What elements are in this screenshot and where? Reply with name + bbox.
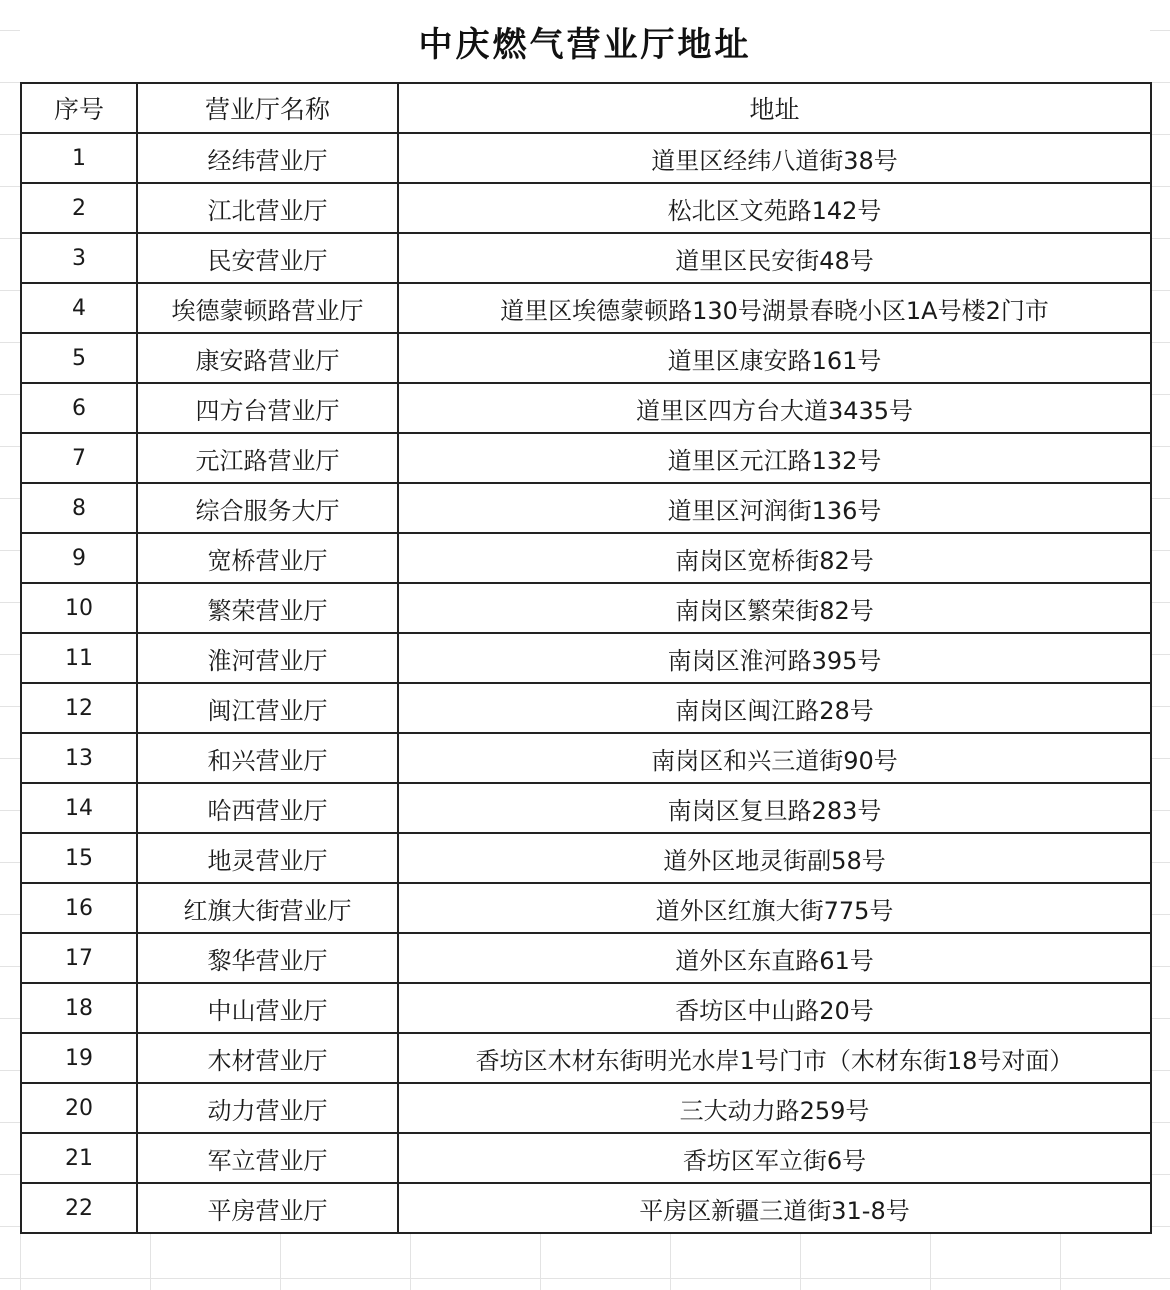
cell-no[interactable]: 16 [21,883,137,933]
table-row [21,983,1151,1033]
table-row [21,783,1151,833]
cell-no[interactable]: 20 [21,1083,137,1133]
cell-address[interactable]: 道外区红旗大街775号 [398,883,1151,933]
cell-no[interactable]: 5 [21,333,137,383]
cell-no[interactable]: 18 [21,983,137,1033]
cell-name[interactable]: 民安营业厅 [137,233,398,283]
cell-address[interactable]: 南岗区繁荣街82号 [398,583,1151,633]
cell-name[interactable]: 埃德蒙顿路营业厅 [137,283,398,333]
table-row [21,1183,1151,1233]
header-name[interactable]: 营业厅名称 [137,83,398,133]
table-body [21,133,1151,1233]
cell-no[interactable]: 8 [21,483,137,533]
cell-name[interactable]: 和兴营业厅 [137,733,398,783]
cell-name[interactable]: 中山营业厅 [137,983,398,1033]
page-title: 中庆燃气营业厅地址 [418,24,752,65]
cell-name[interactable]: 闽江营业厅 [137,683,398,733]
cell-no[interactable]: 2 [21,183,137,233]
table-row [21,383,1151,433]
cell-address[interactable]: 道里区康安路161号 [398,333,1151,383]
cell-no[interactable]: 6 [21,383,137,433]
cell-no[interactable]: 14 [21,783,137,833]
cell-name[interactable]: 四方台营业厅 [137,383,398,433]
table-row [21,333,1151,383]
cell-address[interactable]: 平房区新疆三道街31-8号 [398,1183,1151,1233]
cell-name[interactable]: 淮河营业厅 [137,633,398,683]
cell-name[interactable]: 宽桥营业厅 [137,533,398,583]
cell-name[interactable]: 军立营业厅 [137,1133,398,1183]
header-row [21,83,1151,133]
table-row [21,933,1151,983]
cell-no[interactable]: 21 [21,1133,137,1183]
table-row [21,883,1151,933]
cell-name[interactable]: 经纬营业厅 [137,133,398,183]
table-row [21,733,1151,783]
table-row [21,1083,1151,1133]
cell-name[interactable]: 康安路营业厅 [137,333,398,383]
table-row [21,1033,1151,1083]
cell-name[interactable]: 哈西营业厅 [137,783,398,833]
cell-no[interactable]: 3 [21,233,137,283]
header-no[interactable]: 序号 [21,83,137,133]
cell-address[interactable]: 道里区元江路132号 [398,433,1151,483]
cell-address[interactable]: 香坊区木材东街明光水岸1号门市（木材东街18号对面） [398,1033,1151,1083]
cell-address[interactable]: 道外区地灵街副58号 [398,833,1151,883]
table-row [21,133,1151,183]
cell-no[interactable]: 1 [21,133,137,183]
header-address[interactable]: 地址 [398,83,1151,133]
cell-address[interactable]: 南岗区淮河路395号 [398,633,1151,683]
cell-address[interactable]: 道里区民安街48号 [398,233,1151,283]
cell-name[interactable]: 江北营业厅 [137,183,398,233]
cell-no[interactable]: 11 [21,633,137,683]
cell-name[interactable]: 红旗大街营业厅 [137,883,398,933]
cell-no[interactable]: 12 [21,683,137,733]
table-row [21,683,1151,733]
cell-no[interactable]: 17 [21,933,137,983]
table-row [21,183,1151,233]
office-address-table [20,82,1152,1234]
table-row [21,283,1151,333]
table-row [21,633,1151,683]
cell-name[interactable]: 地灵营业厅 [137,833,398,883]
table-row [21,233,1151,283]
cell-address[interactable]: 香坊区军立街6号 [398,1133,1151,1183]
cell-name[interactable]: 黎华营业厅 [137,933,398,983]
cell-address[interactable]: 道里区埃德蒙顿路130号湖景春晓小区1A号楼2门市 [398,283,1151,333]
cell-address[interactable]: 南岗区和兴三道街90号 [398,733,1151,783]
cell-no[interactable]: 22 [21,1183,137,1233]
cell-name[interactable]: 平房营业厅 [137,1183,398,1233]
cell-address[interactable]: 松北区文苑路142号 [398,183,1151,233]
cell-no[interactable]: 10 [21,583,137,633]
cell-address[interactable]: 三大动力路259号 [398,1083,1151,1133]
cell-address[interactable]: 道外区东直路61号 [398,933,1151,983]
table-row [21,433,1151,483]
cell-no[interactable]: 7 [21,433,137,483]
table-row [21,533,1151,583]
cell-address[interactable]: 道里区四方台大道3435号 [398,383,1151,433]
cell-address[interactable]: 道里区经纬八道街38号 [398,133,1151,183]
cell-no[interactable]: 9 [21,533,137,583]
cell-address[interactable]: 南岗区复旦路283号 [398,783,1151,833]
table-row [21,833,1151,883]
table-row [21,583,1151,633]
cell-address[interactable]: 道里区河润街136号 [398,483,1151,533]
cell-name[interactable]: 元江路营业厅 [137,433,398,483]
table-row [21,483,1151,533]
cell-name[interactable]: 动力营业厅 [137,1083,398,1133]
cell-name[interactable]: 木材营业厅 [137,1033,398,1083]
cell-address[interactable]: 南岗区宽桥街82号 [398,533,1151,583]
cell-no[interactable]: 15 [21,833,137,883]
table-row [21,1133,1151,1183]
cell-no[interactable]: 4 [21,283,137,333]
cell-address[interactable]: 南岗区闽江路28号 [398,683,1151,733]
cell-no[interactable]: 19 [21,1033,137,1083]
cell-address[interactable]: 香坊区中山路20号 [398,983,1151,1033]
cell-name[interactable]: 繁荣营业厅 [137,583,398,633]
cell-name[interactable]: 综合服务大厅 [137,483,398,533]
cell-no[interactable]: 13 [21,733,137,783]
title-bar [20,0,1150,82]
